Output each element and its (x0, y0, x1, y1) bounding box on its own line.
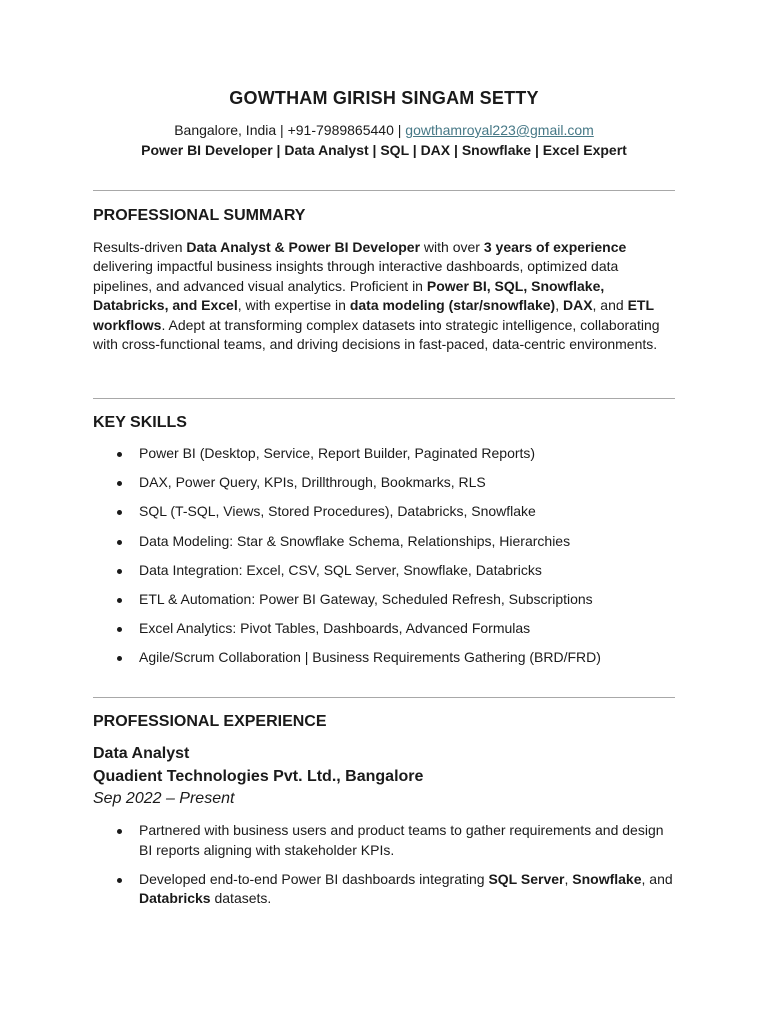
contact-location-phone: Bangalore, India | +91-7989865440 | (174, 122, 406, 138)
experience-heading: PROFESSIONAL EXPERIENCE (93, 713, 327, 730)
list-item: DAX, Power Query, KPIs, Drillthrough, Bookmarks, RLS (93, 473, 678, 493)
headline-roles: Power BI Developer | Data Analyst | SQL | DAX | Snowflake | Excel Expert (141, 142, 627, 158)
experience-bullets (93, 821, 678, 909)
contact-line (0, 122, 768, 138)
skills-list (93, 444, 678, 668)
list-item: Data Modeling: Star & Snowflake Schema, Relationships, Hierarchies (93, 532, 678, 552)
divider (93, 697, 675, 698)
company-name: Quadient Technologies Pvt. Ltd., Bangalore (93, 768, 424, 785)
summary-heading: PROFESSIONAL SUMMARY (93, 207, 306, 224)
list-item: Data Integration: Excel, CSV, SQL Server, Snowflake, Databricks (93, 561, 678, 581)
list-item: Partnered with business users and product teams to gather requirements and design BI reports aligning with stakeholder KPIs. (93, 821, 678, 860)
skills-heading: KEY SKILLS (93, 414, 187, 431)
list-item: Agile/Scrum Collaboration | Business Requirements Gathering (BRD/FRD) (93, 648, 678, 668)
list-item: ETL & Automation: Power BI Gateway, Scheduled Refresh, Subscriptions (93, 590, 678, 610)
email-link[interactable]: gowthamroyal223@gmail.com (405, 122, 594, 138)
candidate-name: GOWTHAM GIRISH SINGAM SETTY (229, 88, 539, 108)
list-item: Excel Analytics: Pivot Tables, Dashboards, Advanced Formulas (93, 619, 678, 639)
job-title: Data Analyst (93, 745, 190, 762)
list-item: SQL (T-SQL, Views, Stored Procedures), Databricks, Snowflake (93, 502, 678, 522)
divider (93, 398, 675, 399)
divider (93, 190, 675, 191)
job-dates: Sep 2022 – Present (93, 790, 235, 807)
summary-paragraph: Results-driven Data Analyst & Power BI Developer with over 3 years of experience delivering impactful business insights through interactive dashboards, optimized data pipelines, and advanced visual analytics. Proficient in Power BI, SQL, Snowflake, Databricks, and Excel, with expertise in data modeling (star/snowflake), DAX, and ETL workflows. Adept at transforming complex datasets into strategic intelligence, collaborating with cross-functional teams, and driving decisions in fast-paced, data-centric environments. (93, 239, 660, 353)
list-item: Developed end-to-end Power BI dashboards integrating SQL Server, Snowflake, and Databricks datasets. (93, 870, 678, 909)
list-item: Power BI (Desktop, Service, Report Builder, Paginated Reports) (93, 444, 678, 464)
